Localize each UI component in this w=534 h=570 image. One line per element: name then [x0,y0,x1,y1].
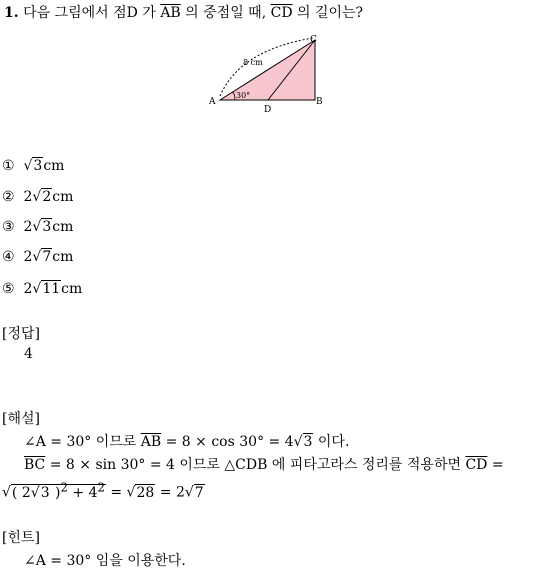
triangle-figure [205,30,335,120]
choice-3[interactable]: ③ 2√3cm [2,219,74,235]
explanation-line-2: $\overline{BC} = 8 \times \sin 30^\circ = 4$ 이므로 △CDB 에 피타고라스 정리를 적용하면 $\overline{CD}$ = [24,457,504,473]
explanation-line-1: ∠A = 30° 이므로 $\overline{AB} = 8 \times \cos 30^\circ = 4√3$ 이다. [24,434,350,450]
label-c: C [310,35,317,45]
hint-text: ∠A = 30° 임을 이용한다. [24,553,186,569]
question-text: 1. 다음 그림에서 점D 가 $\overline{AB}$ 의 중점일 때, $\overline{CD}$ 의 길이는? [4,5,364,21]
angle-label: 30° [236,91,251,100]
shaded-triangle [220,40,315,100]
explanation-line-3: √( 2√3 )$^2 + 4^2 = √28 = 2√7$ [2,480,204,501]
hint-header: [힌트] [2,530,40,546]
explanation-header: [해설] [2,411,40,427]
answer-value: 4 [24,346,33,362]
label-a: A [209,97,216,107]
length-label: 8 cm [243,58,263,67]
question-number: 1. [4,5,19,21]
segment-ab: $\overline{AB}$ [160,5,181,21]
label-d: D [264,105,272,115]
choice-1[interactable]: ① √3cm [2,158,65,174]
segment-cd: $\overline{CD}$ [270,5,293,21]
choice-4[interactable]: ④ 2√7cm [2,249,74,265]
choice-5[interactable]: ⑤ 2√11cm [2,281,83,297]
choice-2[interactable]: ② 2√2cm [2,189,74,205]
answer-header: [정답] [2,326,40,342]
label-b: B [316,97,323,107]
